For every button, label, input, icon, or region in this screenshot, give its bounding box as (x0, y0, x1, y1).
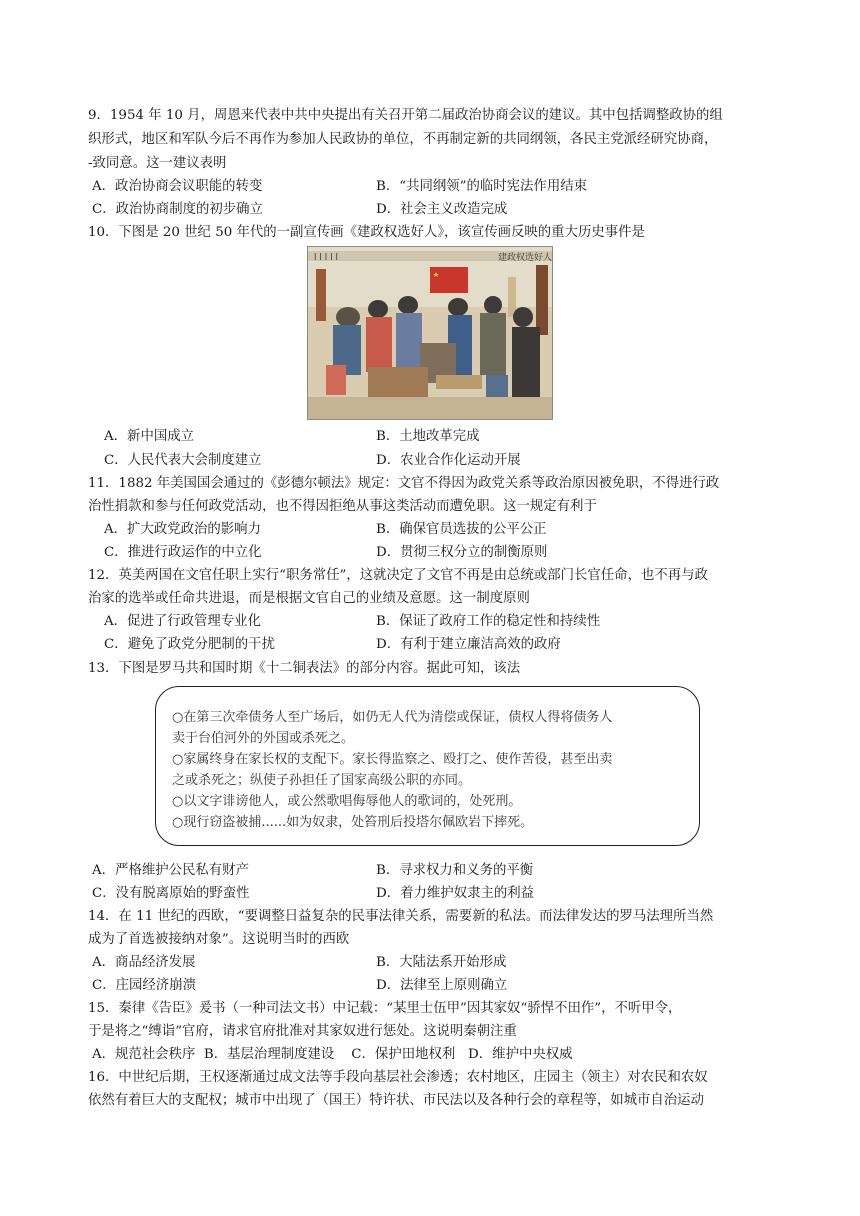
q9-option-c: C．政治协商制度的初步确立 (92, 202, 263, 217)
q9-stem-line: -致同意。这一建议表明 (88, 156, 227, 171)
excerpt-line: ○家属终身在家长权的支配下。家长得监察之、殴打之、使作苦役，甚至出卖 (172, 752, 613, 767)
excerpt-line: 之或杀死之；纵使子孙担任了国家高级公职的亦同。 (172, 773, 472, 788)
q10-option-b: B．土地改革完成 (376, 429, 480, 444)
q14-stem-line: 成为了首选被接纳对象”。这说明当时的西欧 (88, 932, 350, 947)
q13-option-c: C．没有脱离原始的野蛮性 (92, 886, 250, 901)
q9-option-a: A．政治协商会议职能的转变 (92, 179, 263, 194)
q10-stem-line: 10．下图是 20 世纪 50 年代的一副宣传画《建政权选好人》，该宣传画反映的重大历史事件是 (88, 225, 645, 240)
excerpt-line: ○以文字诽谤他人，或公然歌唱侮辱他人的歌词的，处死刑。 (172, 794, 522, 809)
q13-option-d: D．着力维护奴隶主的利益 (376, 886, 535, 901)
q12-stem-line: 12．英美两国在文官任职上实行“职务常任”，这就决定了文官不再是由总统或部门长官任命，也不再与政 (88, 568, 708, 583)
q9-option-b: B．“共同纲领”的临时宪法作用结束 (376, 179, 587, 194)
q10-option-c: C．人民代表大会制度建立 (104, 453, 262, 468)
propaganda-poster-image (307, 246, 553, 420)
q12-option-d: D．有利于建立廉洁高效的政府 (376, 637, 561, 652)
q14-option-b: B．大陆法系开始形成 (376, 955, 507, 970)
excerpt-line: ○在第三次牵债务人至广场后，如仍无人代为清偿或保证，债权人得将债务人 (172, 710, 613, 725)
poster-caption: 建政权选好人 (498, 253, 552, 263)
svg-text:l l l l l: l l l l l (314, 253, 338, 263)
q14-stem-line: 14．在 11 世纪的西欧，“要调整日益复杂的民事法律关系，需要新的私法。而法律发达的罗马法理所当然 (88, 909, 714, 924)
q15-stem-line: 于是将之“缚诣”官府，请求官府批准对其家奴进行惩处。这说明秦朝注重 (88, 1024, 517, 1039)
q9-option-d: D．社会主义改造完成 (376, 202, 508, 217)
q14-option-d: D．法律至上原则确立 (376, 978, 508, 993)
q12-option-c: C．避免了政党分肥制的干扰 (104, 637, 275, 652)
twelve-tables-excerpt-box (155, 686, 700, 846)
q14-option-c: C．庄园经济崩溃 (92, 978, 196, 993)
q11-option-b: B．确保官员选拔的公平公正 (376, 522, 547, 537)
q16-stem-line: 依然有着巨大的支配权；城市中出现了（国王）特许状、市民法以及各种行会的章程等，如城市自治运动 (88, 1093, 704, 1108)
q11-option-a: A．扩大政党政治的影响力 (104, 522, 261, 537)
q12-option-b: B．保证了政府工作的稳定性和持续性 (376, 614, 601, 629)
q12-option-a: A．促进了行政管理专业化 (104, 614, 261, 629)
q13-option-a: A．严格维护公民私有财产 (92, 863, 249, 878)
q13-option-b: B．寻求权力和义务的平衡 (376, 863, 534, 878)
q12-stem-line: 治家的选举或任命共进退，而是根据文官自己的业绩及意愿。这一制度原则 (88, 591, 530, 606)
q11-stem-line: 治性捐款和参与任何政党活动，也不得因拒绝从事这类活动而遭免职。这一规定有利于 (88, 499, 597, 514)
q9-stem-line: 9．1954 年 10 月，周恩来代表中共中央提出有关召开第二届政治协商会议的建议。其中包括调整政协的组 (88, 108, 723, 123)
q15-options: A．规范社会秩序 B．基层治理制度建设 C．保护田地权利 D．维护中央权威 (92, 1047, 573, 1062)
q11-option-c: C．推进行政运作的中立化 (104, 545, 262, 560)
q11-option-d: D．贯彻三权分立的制衡原则 (376, 545, 548, 560)
q16-stem-line: 16．中世纪后期，王权逐渐通过成文法等手段向基层社会渗透；农村地区，庄园主（领主）对农民和农奴 (88, 1070, 708, 1085)
q13-stem-line: 13．下图是罗马共和国时期《十二铜表法》的部分内容。据此可知，该法 (88, 661, 521, 676)
excerpt-line: ○现行窃盗被捕......如为奴隶，处笞刑后投塔尔佩欧岩下摔死。 (172, 815, 534, 830)
q15-stem-line: 15．秦律《告臣》爰书（一种司法文书）中记载：“某里士伍甲”因其家奴“骄悍不田作”，不听甲令， (88, 1001, 682, 1016)
q9-stem-line: 织形式，地区和军队今后不再作为参加人民政协的单位，不再制定新的共同纲领，各民主党派经研究协商， (88, 132, 718, 147)
q10-option-d: D．农业合作化运动开展 (376, 453, 521, 468)
q10-option-a: A．新中国成立 (104, 429, 195, 444)
q11-stem-line: 11．1882 年美国国会通过的《彭德尔顿法》规定：文官不得因为政党关系等政治原因被免职，不得进行政 (88, 476, 720, 491)
q14-option-a: A．商品经济发展 (92, 955, 196, 970)
excerpt-line: 卖于台伯河外的外国或杀死之。 (172, 731, 355, 746)
